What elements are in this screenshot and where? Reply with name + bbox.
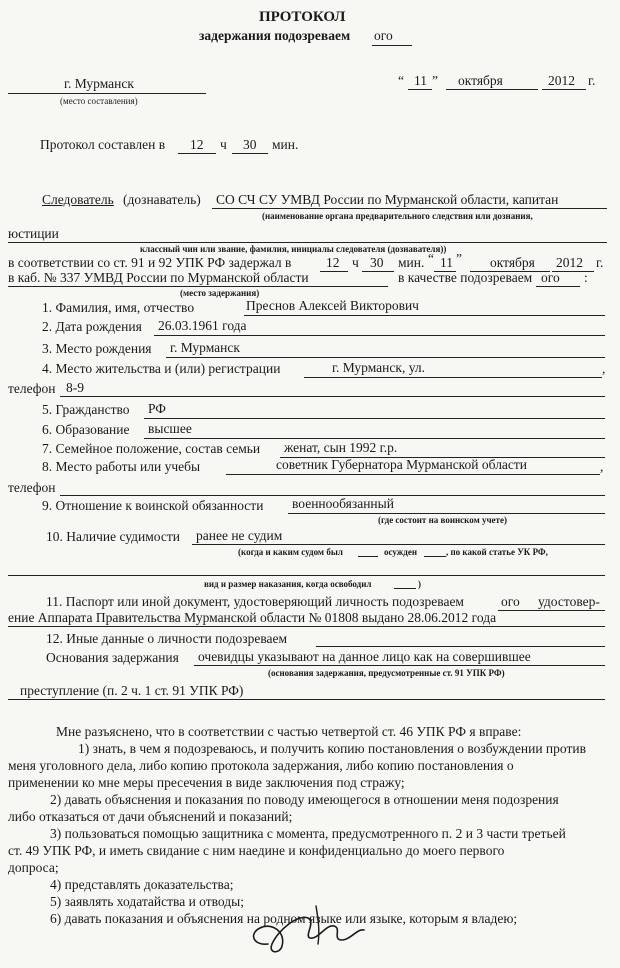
place-caption: (место составления) xyxy=(60,96,138,106)
detention-quote-open: “ xyxy=(428,251,434,266)
detention-h-label: ч xyxy=(352,255,359,270)
item4-line xyxy=(304,377,602,378)
item5-line xyxy=(144,418,605,419)
grounds-label: Основания задержания xyxy=(46,650,179,665)
right-1c: применении ко мне меры пресечения в виде заключения под стражу; xyxy=(8,775,405,790)
right-5: 5) заявлять ходатайства и отводы; xyxy=(50,894,244,909)
rights-intro: Мне разъяснено, что в соответствии с частью четвертой ст. 46 УПК РФ я вправе: xyxy=(56,724,522,739)
date-day-line xyxy=(408,89,432,90)
detention-prefix: в соответствии со ст. 91 и 92 УПК РФ задержал в xyxy=(8,255,292,270)
right-3a: 3) пользоваться помощью защитника с момента, предусмотренного п. 2 и 3 части третьей xyxy=(50,826,566,841)
item9-value: военнообязанный xyxy=(292,496,394,511)
item10-caption-gap2 xyxy=(424,556,446,557)
right-4: 4) представлять доказательства; xyxy=(50,877,234,892)
item5-value: РФ xyxy=(148,401,166,416)
detention-month: октября xyxy=(490,255,535,270)
phone-value: 8-9 xyxy=(66,380,84,395)
date-quote-close: ” xyxy=(432,73,438,88)
item9-caption: (где состоит на воинском учете) xyxy=(378,515,507,525)
item4-comma: , xyxy=(602,361,606,376)
grounds-line2 xyxy=(8,699,605,700)
item3-label: 3. Место рождения xyxy=(42,341,152,356)
item1-label: 1. Фамилия, имя, отчество xyxy=(42,300,195,315)
item4-value: г. Мурманск, ул. xyxy=(332,360,425,375)
investigator-line2 xyxy=(8,242,607,243)
item2-value: 26.03.1961 года xyxy=(158,318,247,333)
date-quote-open: “ xyxy=(398,73,404,88)
doc-subtitle-suffix: ого xyxy=(374,28,393,43)
doc-subtitle: задержания подозреваем xyxy=(199,28,351,43)
detention-place-value: в каб. № 337 УМВД России по Мурманской области xyxy=(8,270,309,285)
item1-line xyxy=(244,315,605,316)
detention-quote-close: ” xyxy=(456,251,462,266)
date-year: 2012 xyxy=(548,73,575,88)
detention-suffix: г. xyxy=(596,255,604,270)
investigator-label-paren: (дознаватель) xyxy=(123,192,201,207)
item10-value: ранее не судим xyxy=(196,528,283,543)
detention-year: 2012 xyxy=(556,255,583,270)
detention-place-caption: (место задержания) xyxy=(180,288,260,298)
detention-minute: 30 xyxy=(370,255,384,270)
detention-suffix-line xyxy=(536,286,580,287)
investigator-line2-value: юстиции xyxy=(8,226,59,241)
item8-value: советник Губернатора Мурманской области xyxy=(276,457,528,472)
detention-m-label: мин. xyxy=(398,255,425,270)
item10-caption-gap3 xyxy=(394,588,416,589)
grounds-value-2: преступление (п. 2 ч. 1 ст. 91 УПК РФ) xyxy=(20,683,244,698)
item8-comma: , xyxy=(600,459,604,474)
phone-line xyxy=(60,396,605,397)
detention-colon: : xyxy=(584,270,588,285)
item10-caption-2: вид и размер наказания, когда освободил xyxy=(204,579,372,589)
item10-caption-gap1 xyxy=(358,556,378,557)
detention-as-suspect: в качестве подозреваем xyxy=(398,270,533,285)
detention-hour-line xyxy=(320,271,348,272)
item3-value: г. Мурманск xyxy=(170,340,240,355)
item10-caption-1b: осужден xyxy=(384,547,418,557)
phone-label: телефон xyxy=(8,381,56,396)
detention-place-line xyxy=(8,286,388,287)
item11-line2 xyxy=(8,626,605,627)
item10-caption-1c: , по какой статье УК РФ, xyxy=(446,547,548,557)
detention-hour: 12 xyxy=(326,255,340,270)
grounds-line xyxy=(194,665,605,666)
phone2-label: телефон xyxy=(8,480,56,495)
date-year-line xyxy=(542,89,586,90)
time-h-label: ч xyxy=(220,137,227,152)
item4-label: 4. Место жительства и (или) регистрации xyxy=(42,361,281,376)
item11-label: 11. Паспорт или иной документ, удостоверяющий личность подозреваем xyxy=(46,594,464,609)
investigator-line xyxy=(212,208,607,209)
grounds-caption: (основания задержания, предусмотренные ст. 91 УПК РФ) xyxy=(268,668,505,678)
item7-value: женат, сын 1992 г.р. xyxy=(284,440,398,455)
right-2b: либо отказаться от дачи объяснений и показаний; xyxy=(8,809,293,824)
item12-label: 12. Иные данные о личности подозреваем xyxy=(46,631,288,646)
item10-line xyxy=(192,544,605,545)
item5-label: 5. Гражданство xyxy=(42,402,130,417)
item11-value-2: ение Аппарата Правительства Мурманской области № 01808 выдано 28.06.2012 года xyxy=(8,610,497,625)
detention-minute-line xyxy=(362,271,394,272)
right-1a: 1) знать, в чем я подозреваюсь, и получить копию постановления о возбуждении против xyxy=(78,741,586,756)
time-minute-line xyxy=(232,153,268,154)
date-day: 11 xyxy=(414,73,427,88)
item9-label: 9. Отношение к воинской обязанности xyxy=(42,498,264,513)
right-2a: 2) давать объяснения и показания по поводу имеющегося в отношении меня подозрения xyxy=(50,792,559,807)
item3-line xyxy=(166,357,605,358)
item10-line2 xyxy=(8,575,605,576)
item9-line xyxy=(288,513,605,514)
item6-line xyxy=(144,438,605,439)
grounds-value: очевидцы указывают на данное лицо как на совершившее xyxy=(198,649,531,664)
date-month-line xyxy=(446,89,538,90)
investigator-caption-1: (наименование органа предварительного следствия или дознания, xyxy=(262,211,533,221)
item7-label: 7. Семейное положение, состав семьи xyxy=(42,441,261,456)
item10-label: 10. Наличие судимости xyxy=(46,529,181,544)
item10-caption-2b: ) xyxy=(418,579,421,589)
right-3c: допроса; xyxy=(8,860,59,875)
detention-day: 11 xyxy=(440,255,453,270)
item6-value: высшее xyxy=(148,421,192,436)
item12-line xyxy=(316,646,605,647)
detention-suffix-value: ого xyxy=(541,270,560,285)
item8-label: 8. Место работы или учебы xyxy=(42,459,201,474)
date-suffix: г. xyxy=(588,73,596,88)
right-3b: ст. 49 УПК РФ, и иметь свидание с ним наедине и конфиденциально до моего первого xyxy=(8,843,505,858)
item1-value: Преснов Алексей Викторович xyxy=(246,298,419,313)
right-1b: меня уголовного дела, либо копию протокола задержания, либо копию постановления о xyxy=(8,758,514,773)
investigator-label: Следователь xyxy=(42,192,114,207)
item2-label: 2. Дата рождения xyxy=(42,319,142,334)
time-hour-line xyxy=(178,153,216,154)
item10-caption-1: (когда и каким судом был xyxy=(238,547,343,557)
doc-title: ПРОТОКОЛ xyxy=(259,9,346,25)
place-value: г. Мурманск xyxy=(64,76,134,91)
item11-line xyxy=(498,610,605,611)
item11-suffix: ого xyxy=(501,594,520,609)
subtitle-suffix-line xyxy=(372,45,412,46)
right-6: 6) давать показания и объяснения на родном языке или языке, которым я владею; xyxy=(50,911,518,926)
time-hour: 12 xyxy=(190,137,204,152)
item11-value-1: удостовер- xyxy=(538,594,600,609)
time-m-label: мин. xyxy=(272,137,299,152)
handwritten-signature xyxy=(246,888,386,958)
item2-line xyxy=(154,335,605,336)
date-month: октября xyxy=(458,73,503,88)
item8-line xyxy=(226,474,600,475)
investigator-caption-2: классный чин или звание, фамилия, инициалы следователя (дознавателя)) xyxy=(140,244,447,254)
place-line xyxy=(8,93,206,94)
item6-label: 6. Образование xyxy=(42,422,130,437)
investigator-value: СО СЧ СУ УМВД России по Мурманской области, капитан xyxy=(216,192,559,207)
time-prefix: Протокол составлен в xyxy=(40,137,166,152)
time-minute: 30 xyxy=(243,137,257,152)
